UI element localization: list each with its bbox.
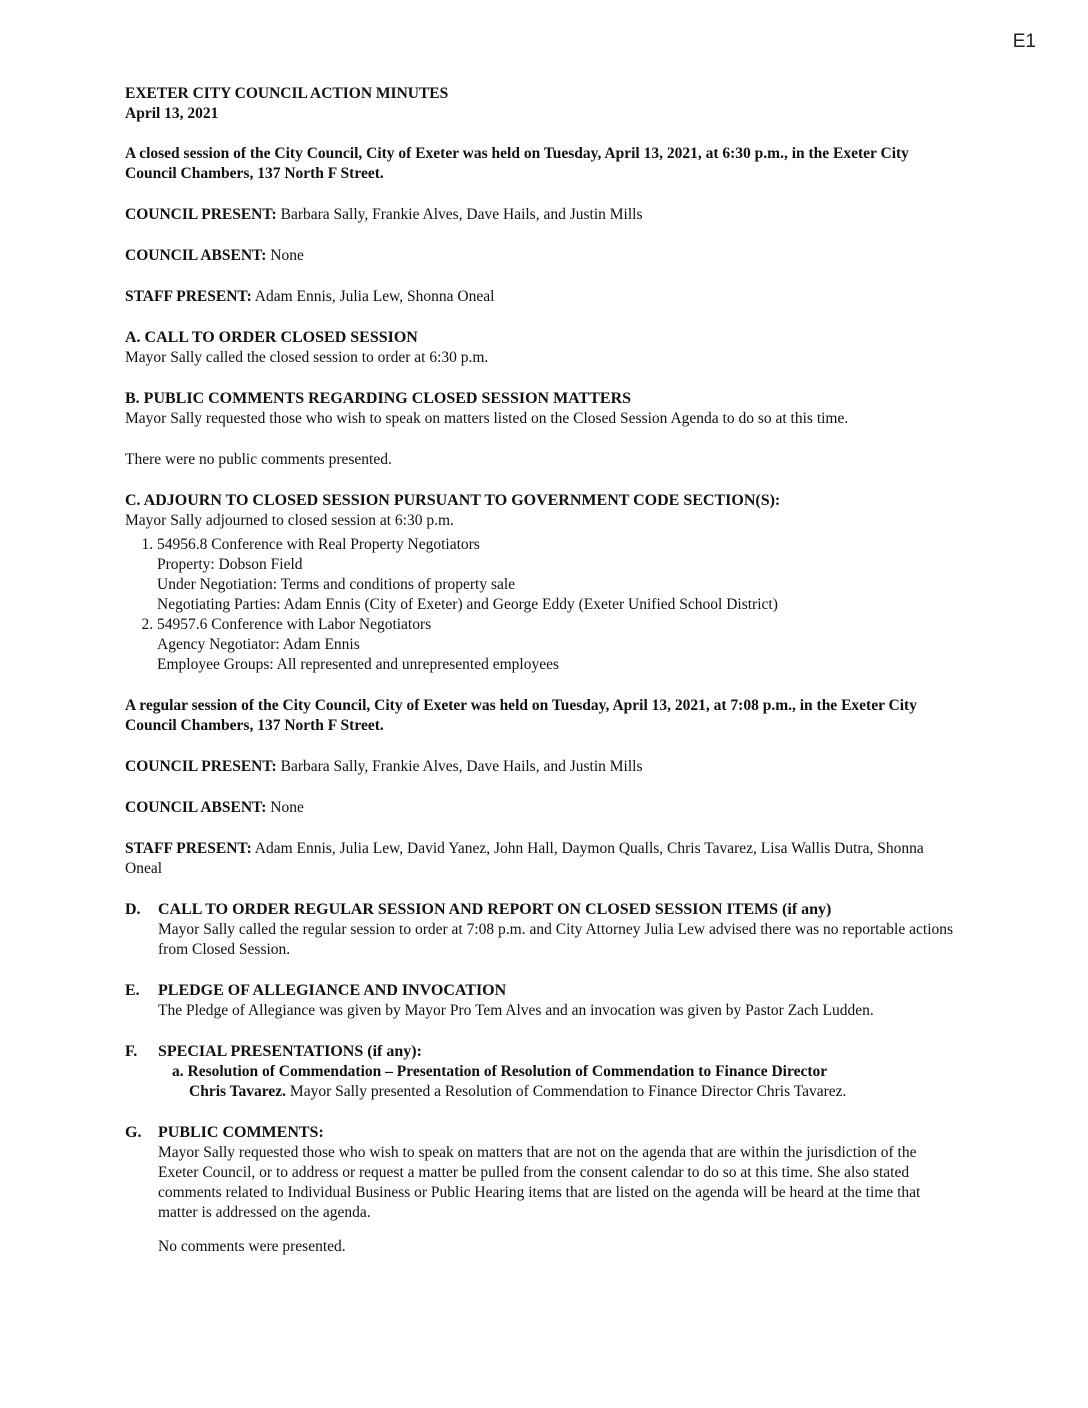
item-title: 1. 54956.8 Conference with Real Property Negotiators bbox=[157, 536, 480, 553]
item-line: Under Negotiation: Terms and conditions of property sale bbox=[157, 576, 516, 593]
section-d bbox=[125, 900, 955, 960]
value: None bbox=[270, 799, 304, 816]
value: Barbara Sally, Frankie Alves, Dave Hails, and Justin Mills bbox=[280, 758, 643, 775]
page-label: E1 bbox=[1012, 31, 1036, 52]
document-date: April 13, 2021 bbox=[125, 105, 219, 122]
label: STAFF PRESENT: bbox=[125, 840, 252, 857]
section-letter: F. bbox=[125, 1043, 138, 1060]
section-heading bbox=[125, 1042, 955, 1062]
document-title: EXETER CITY COUNCIL ACTION MINUTES bbox=[125, 85, 449, 102]
label: COUNCIL ABSENT: bbox=[125, 247, 267, 264]
value: Barbara Sally, Frankie Alves, Dave Hails, and Justin Mills bbox=[280, 206, 643, 223]
closed-council-absent bbox=[125, 246, 955, 266]
regular-council-absent bbox=[125, 798, 955, 818]
item-line: Negotiating Parties: Adam Ennis (City of Exeter) and George Eddy (Exeter Unified School District) bbox=[157, 596, 778, 613]
label: STAFF PRESENT: bbox=[125, 288, 252, 305]
section-body: Mayor Sally requested those who wish to speak on matters listed on the Closed Session Agenda to do so at this time. bbox=[125, 410, 849, 427]
item-line: Employee Groups: All represented and unrepresented employees bbox=[157, 656, 560, 673]
section-body: The Pledge of Allegiance was given by Mayor Pro Tem Alves and an invocation was given by Pastor Zach Ludden. bbox=[158, 1002, 874, 1019]
section-title: PUBLIC COMMENTS: bbox=[158, 1124, 324, 1141]
value: None bbox=[270, 247, 304, 264]
section-body-2: No comments were presented. bbox=[158, 1238, 346, 1255]
item-line: Property: Dobson Field bbox=[157, 556, 303, 573]
section-body: Mayor Sally called the closed session to order at 6:30 p.m. bbox=[125, 349, 489, 366]
section-heading bbox=[125, 981, 955, 1001]
item-marker: a. bbox=[172, 1063, 184, 1080]
presentation-item bbox=[125, 1062, 955, 1102]
regular-council-present bbox=[125, 757, 955, 777]
closed-council-present bbox=[125, 205, 955, 225]
section-g bbox=[125, 1123, 955, 1257]
item-line: Agency Negotiator: Adam Ennis bbox=[157, 636, 360, 653]
section-body: Mayor Sally called the regular session to order at 7:08 p.m. and City Attorney Julia Lew advised there was no reportable actions from Closed Session. bbox=[158, 921, 954, 958]
section-body-2: There were no public comments presented. bbox=[125, 451, 392, 468]
section-title: CALL TO ORDER REGULAR SESSION AND REPORT ON CLOSED SESSION ITEMS (if any) bbox=[158, 901, 832, 918]
section-e bbox=[125, 981, 955, 1021]
item-title-cont: Chris Tavarez. bbox=[189, 1083, 287, 1100]
section-title: PLEDGE OF ALLEGIANCE AND INVOCATION bbox=[158, 982, 507, 999]
section-a bbox=[125, 328, 955, 368]
document-header bbox=[125, 84, 955, 124]
minutes-document bbox=[125, 84, 955, 1278]
section-body: Mayor Sally requested those who wish to speak on matters that are not on the agenda that are within the jurisdiction of the Exeter Council, or to address or request a matter be pulled from the consent calendar to do so at this time. She also stated comments related to Individual Business or Public Hearing items that are listed on the agenda will be heard at the time that matter is addressed on the agenda. bbox=[158, 1144, 921, 1221]
section-b bbox=[125, 389, 955, 470]
section-title: SPECIAL PRESENTATIONS (if any): bbox=[158, 1043, 422, 1060]
item-title: Resolution of Commendation – Presentation of Resolution of Commendation to Finance Director bbox=[187, 1063, 828, 1080]
section-letter: G. bbox=[125, 1124, 142, 1141]
section-heading: A. CALL TO ORDER CLOSED SESSION bbox=[125, 329, 418, 346]
section-heading bbox=[125, 900, 955, 920]
label: COUNCIL ABSENT: bbox=[125, 799, 267, 816]
section-heading bbox=[125, 1123, 955, 1143]
section-c bbox=[125, 491, 955, 675]
label: COUNCIL PRESENT: bbox=[125, 758, 277, 775]
closed-session-items bbox=[125, 535, 955, 675]
presentation-line-1 bbox=[172, 1062, 955, 1082]
list-item bbox=[157, 535, 955, 615]
section-heading: B. PUBLIC COMMENTS REGARDING CLOSED SESSION MATTERS bbox=[125, 390, 632, 407]
value: Adam Ennis, Julia Lew, David Yanez, John Hall, Daymon Qualls, Chris Tavarez, Lisa Wallis Dutra, Shonna Oneal bbox=[125, 840, 924, 877]
label: COUNCIL PRESENT: bbox=[125, 206, 277, 223]
section-letter: E. bbox=[125, 982, 140, 999]
item-title: 2. 54957.6 Conference with Labor Negotiators bbox=[157, 616, 432, 633]
presentation-line-2 bbox=[172, 1082, 955, 1102]
section-heading: C. ADJOURN TO CLOSED SESSION PURSUANT TO GOVERNMENT CODE SECTION(S): bbox=[125, 492, 781, 509]
section-f bbox=[125, 1042, 955, 1102]
list-item bbox=[157, 615, 955, 675]
closed-staff-present bbox=[125, 287, 955, 307]
closed-session-intro: A closed session of the City Council, City of Exeter was held on Tuesday, April 13, 2021, at 6:30 p.m., in the Exeter City Council Chambers, 137 North F Street. bbox=[125, 145, 909, 182]
item-text: Mayor Sally presented a Resolution of Commendation to Finance Director Chris Tavarez. bbox=[289, 1083, 847, 1100]
regular-session-intro: A regular session of the City Council, City of Exeter was held on Tuesday, April 13, 2021, at 7:08 p.m., in the Exeter City Council Chambers, 137 North F Street. bbox=[125, 697, 917, 734]
section-body: Mayor Sally adjourned to closed session at 6:30 p.m. bbox=[125, 512, 454, 529]
value: Adam Ennis, Julia Lew, Shonna Oneal bbox=[254, 288, 495, 305]
regular-staff-present bbox=[125, 839, 955, 879]
section-letter: D. bbox=[125, 901, 141, 918]
